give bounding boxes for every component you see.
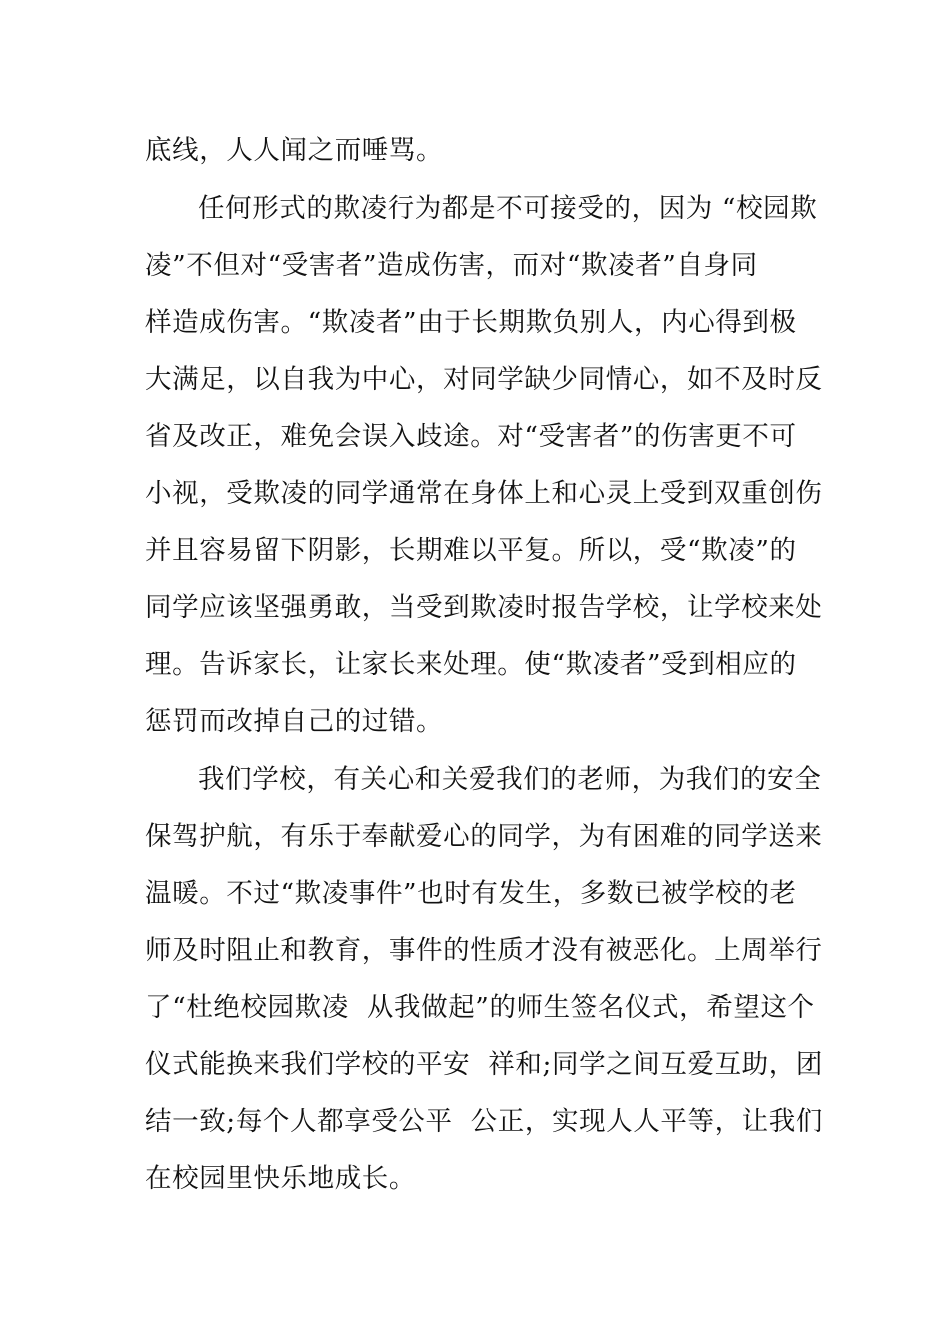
text-line: 省及改正，难免会误入歧途。对“受害者”的伤害更不可 <box>145 421 797 452</box>
text-line: 惩罚而改掉自己的过错。 <box>145 706 444 737</box>
text-line: 并且容易留下阴影，长期难以平复。所以，受“欺凌”的 <box>145 535 797 566</box>
text-line: 凌”不但对“受害者”造成伤害，而对“欺凌者”自身同 <box>145 250 758 281</box>
text-line: 仪式能换来我们学校的平安 祥和;同学之间互爱互助，团 <box>145 1049 823 1080</box>
text-line: 大满足，以自我为中心，对同学缺少同情心，如不及时反 <box>145 364 823 395</box>
paragraph-start-line: 我们学校，有关心和关爱我们的老师，为我们的安全 <box>198 764 822 795</box>
text-line: 温暖。不过“欺凌事件”也时有发生，多数已被学校的老 <box>145 878 797 909</box>
text-line: 保驾护航，有乐于奉献爱心的同学，为有困难的同学送来 <box>145 821 823 852</box>
text-line: 同学应该坚强勇敢，当受到欺凌时报告学校，让学校来处 <box>145 592 823 623</box>
text-line: 结一致;每个人都享受公平 公正，实现人人平等，让我们 <box>145 1106 823 1137</box>
text-line: 师及时阻止和教育，事件的性质才没有被恶化。上周举行 <box>145 935 823 966</box>
text-line: 样造成伤害。“欺凌者”由于长期欺负别人，内心得到极 <box>145 307 797 338</box>
text-line: 在校园里快乐地成长。 <box>145 1163 416 1194</box>
text-line: 理。告诉家长，让家长来处理。使“欺凌者”受到相应的 <box>145 649 797 680</box>
text-line: 底线，人人闻之而唾骂。 <box>145 135 444 166</box>
text-line: 了“杜绝校园欺凌 从我做起”的师生签名仪式，希望这个 <box>145 992 815 1023</box>
paragraph-start-line: 任何形式的欺凌行为都是不可接受的，因为 “校园欺 <box>198 193 818 224</box>
text-line: 小视，受欺凌的同学通常在身体上和心灵上受到双重创伤 <box>145 478 823 509</box>
